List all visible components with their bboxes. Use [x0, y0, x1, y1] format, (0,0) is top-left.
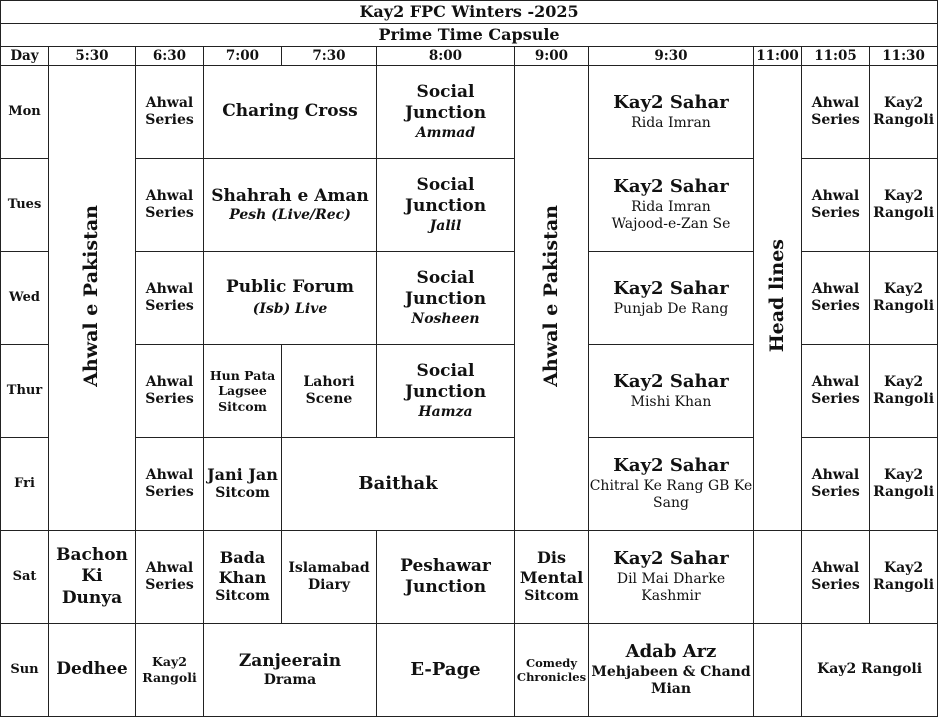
- cell-wed-1130: Kay2 Rangoli: [870, 252, 938, 345]
- program-title: Kay2 Sahar: [613, 278, 729, 299]
- cell-mon-1105: Ahwal Series: [802, 66, 870, 159]
- program-sub: Rida Imran: [631, 114, 711, 131]
- cell-wed-700: [204, 252, 377, 345]
- program-title: Zanjeerain: [238, 650, 342, 671]
- cell-sun-1105: Kay2 Rangoli: [802, 624, 938, 717]
- cell-mon-1130: Kay2 Rangoli: [870, 66, 938, 159]
- program-sub: Dil Mai Dharke: [616, 570, 726, 587]
- header-1100: 11:00: [754, 47, 802, 66]
- program-sub: Punjab De Rang: [613, 300, 729, 317]
- program-title: Comedy: [525, 655, 578, 670]
- program-title: Chronicles: [516, 670, 587, 684]
- cell-thu-800: [377, 345, 515, 438]
- program-title: Social Junction: [404, 175, 487, 217]
- cell-fri-1130: Kay2 Rangoli: [870, 438, 938, 531]
- program-host: Hamza: [418, 403, 473, 420]
- program-title: Social Junction: [404, 268, 487, 310]
- program-sub: Sitcom: [524, 588, 579, 605]
- cell-fri-1105: Ahwal Series: [802, 438, 870, 531]
- program-title: Social Junction: [404, 82, 487, 124]
- cell-ahwal-pakistan-530: [49, 66, 136, 531]
- cell-sat-1100: [754, 531, 802, 624]
- day-fri: Fri: [1, 438, 49, 531]
- headlines-label: Head lines: [765, 238, 788, 353]
- cell-sat-1130: Kay2 Rangoli: [870, 531, 938, 624]
- cell-sat-700: [204, 531, 282, 624]
- program-title: Bada: [219, 548, 266, 568]
- program-sub: Sitcom: [215, 485, 270, 502]
- row-mon: [1, 66, 938, 159]
- program-title: Kay2 Sahar: [613, 92, 729, 113]
- ahwal-pakistan-label: Ahwal e Pakistan: [80, 204, 103, 387]
- program-sub: Rida Imran: [631, 198, 711, 215]
- program-sub: Mian: [650, 681, 692, 698]
- header-630: 6:30: [136, 47, 204, 66]
- program-sub: (Isb) Live: [252, 301, 328, 318]
- program-sub: Pesh (Live/Rec): [229, 206, 351, 223]
- header-530: 5:30: [49, 47, 136, 66]
- header-730: 7:30: [282, 47, 377, 66]
- cell-wed-930: [589, 252, 754, 345]
- cell-wed-1105: Ahwal Series: [802, 252, 870, 345]
- program-title: Lagsee: [218, 383, 267, 399]
- day-wed: Wed: [1, 252, 49, 345]
- program-title: Dis: [537, 548, 566, 568]
- cell-sat-730: [282, 531, 377, 624]
- cell-fri-930: [589, 438, 754, 531]
- cell-sat-900: [515, 531, 589, 624]
- row-sun: [1, 624, 938, 717]
- cell-mon-630: Ahwal Series: [136, 66, 204, 159]
- cell-wed-800: [377, 252, 515, 345]
- cell-fri-700: [204, 438, 282, 531]
- cell-sun-800: E-Page: [377, 624, 515, 717]
- program-title: Mental: [519, 568, 584, 588]
- program-sub: Mishi Khan: [630, 393, 712, 410]
- program-title: Kay2 Sahar: [613, 455, 729, 477]
- cell-sun-1100: [754, 624, 802, 717]
- cell-thu-930: [589, 345, 754, 438]
- row-sat: [1, 531, 938, 624]
- cell-sat-530: [49, 531, 136, 624]
- ahwal-pakistan-label: Ahwal e Pakistan: [539, 204, 562, 387]
- cell-tue-800: [377, 159, 515, 252]
- program-title: Social Junction: [404, 361, 487, 403]
- cell-wed-630: Ahwal Series: [136, 252, 204, 345]
- program-title: Kay2: [152, 654, 187, 670]
- cell-sat-630: Ahwal Series: [136, 531, 204, 624]
- program-title: Khan: [218, 568, 267, 588]
- program-title: Diary: [307, 577, 351, 593]
- program-sub: Wajood-e-Zan Se: [611, 216, 731, 233]
- cell-tue-930: [589, 159, 754, 252]
- program-title: Adab Arz: [625, 641, 717, 663]
- cell-tue-1130: Kay2 Rangoli: [870, 159, 938, 252]
- program-title: Jani Jan: [207, 465, 278, 485]
- cell-mon-930: [589, 66, 754, 159]
- program-title: Bachon: [56, 545, 128, 566]
- header-row: [1, 47, 938, 66]
- program-sub: Mehjabeen & Chand: [591, 663, 751, 680]
- program-title: Public Forum: [226, 277, 354, 298]
- cell-mon-800: [377, 66, 515, 159]
- cell-sun-900: [515, 624, 589, 717]
- cell-sun-930: [589, 624, 754, 717]
- cell-fri-730: Baithak: [282, 438, 515, 531]
- program-title: Kay2 Sahar: [613, 371, 729, 392]
- schedule-title: Kay2 FPC Winters -2025: [1, 1, 938, 24]
- cell-sat-930: [589, 531, 754, 624]
- program-sub: Sitcom: [218, 398, 267, 414]
- program-title: Shahrah e Aman: [211, 185, 369, 206]
- header-930: 9:30: [589, 47, 754, 66]
- day-mon: Mon: [1, 66, 49, 159]
- header-day: Day: [1, 47, 49, 66]
- cell-sat-800: [377, 531, 515, 624]
- cell-tue-630: Ahwal Series: [136, 159, 204, 252]
- day-tues: Tues: [1, 159, 49, 252]
- cell-thu-1130: Kay2 Rangoli: [870, 345, 938, 438]
- cell-sun-630: [136, 624, 204, 717]
- program-title: Kay2 Sahar: [613, 176, 729, 198]
- program-title: Hun Pata: [209, 367, 276, 383]
- cell-headlines-1100: [754, 66, 802, 531]
- cell-ahwal-pakistan-900: [515, 66, 589, 531]
- program-title: Ki Dunya: [61, 566, 123, 608]
- cell-fri-630: Ahwal Series: [136, 438, 204, 531]
- header-800: 8:00: [377, 47, 515, 66]
- program-title: Peshawar: [400, 555, 491, 576]
- program-sub: Kashmir: [641, 588, 701, 605]
- program-sub: Sitcom: [215, 588, 270, 605]
- schedule-subtitle: Prime Time Capsule: [1, 24, 938, 47]
- program-title: Lahori: [303, 373, 355, 390]
- cell-thu-630: Ahwal Series: [136, 345, 204, 438]
- header-1105: 11:05: [802, 47, 870, 66]
- day-thur: Thur: [1, 345, 49, 438]
- cell-sun-700: [204, 624, 377, 717]
- cell-sun-530: Dedhee: [49, 624, 136, 717]
- cell-tue-1105: Ahwal Series: [802, 159, 870, 252]
- cell-sat-1105: Ahwal Series: [802, 531, 870, 624]
- program-title: Scene: [305, 391, 353, 407]
- program-sub: Sang: [653, 495, 689, 512]
- cell-thu-1105: Ahwal Series: [802, 345, 870, 438]
- program-title: Junction: [404, 577, 487, 597]
- day-sun: Sun: [1, 624, 49, 717]
- cell-thu-700: [204, 345, 282, 438]
- program-title: Rangoli: [142, 670, 197, 685]
- cell-mon-700: Charing Cross: [204, 66, 377, 159]
- program-title: Islamabad: [288, 559, 370, 576]
- cell-tue-700: [204, 159, 377, 252]
- program-title: Kay2 Sahar: [613, 548, 729, 570]
- program-host: Nosheen: [411, 310, 480, 327]
- program-sub: Chitral Ke Rang GB Ke: [589, 477, 753, 494]
- program-host: Ammad: [415, 124, 476, 141]
- program-sub: Drama: [263, 671, 317, 688]
- header-1130: 11:30: [870, 47, 938, 66]
- program-host: Jalil: [429, 217, 462, 234]
- day-sat: Sat: [1, 531, 49, 624]
- cell-thu-730: [282, 345, 377, 438]
- header-900: 9:00: [515, 47, 589, 66]
- header-700: 7:00: [204, 47, 282, 66]
